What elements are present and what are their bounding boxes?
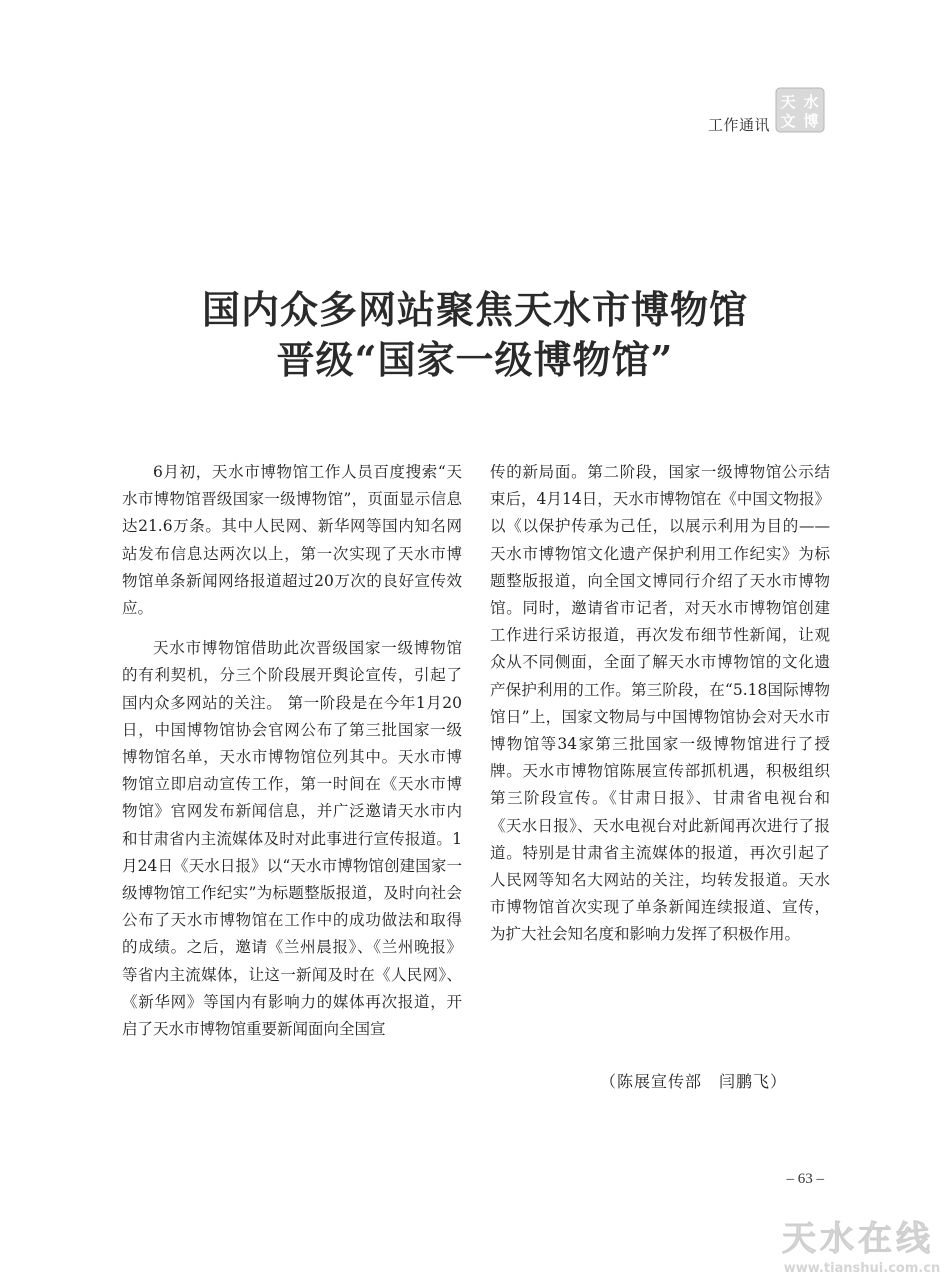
svg-text:www.tianshui.com.cn: www.tianshui.com.cn bbox=[783, 1261, 941, 1276]
svg-text:水: 水 bbox=[803, 93, 819, 111]
svg-text:天: 天 bbox=[780, 93, 796, 111]
section-label: 工作通讯 bbox=[708, 116, 771, 134]
article-title-line2: 晋级“国家一级博物馆” bbox=[276, 337, 674, 382]
article-right-column bbox=[490, 459, 830, 949]
svg-text:博: 博 bbox=[803, 112, 819, 130]
author-byline: （陈展宣传部 闫鹏飞） bbox=[600, 1072, 788, 1091]
paragraph-1: 6月初，天水市博物馆工作人员百度搜索“天水市博物馆晋级国家一级博物馆”，页面显示信息达21.6万条。其中人民网、新华网等国内知名网站发布信息达两次以上，第一次实现了天水市博物馆单条新闻网络报道超过20万次的良好宣传效应。 bbox=[122, 463, 462, 618]
page-number: – 63 – bbox=[786, 1171, 824, 1187]
article-left-column bbox=[122, 459, 462, 1043]
paragraph-continued: 传的新局面。第二阶段，国家一级博物馆公示结束后，4月14日，天水市博物馆在《中国文物报》以《以保护传承为己任，以展示利用为目的——天水市博物馆文化遗产保护利用工作纪实》为标题整版报道，向全国文博同行介绍了天水市博物馆。同时，邀请省市记者，对天水市博物馆创建工作进行采访报道，再次发布细节性新闻，让观众从不同侧面，全面了解天水市博物馆的文化遗产保护利用的工作。第三阶段，在“5.18国际博物馆日”上，国家文物局与中国博物馆协会对天水市博物馆等34家第三批国家一级博物馆进行了授牌。天水市博物馆陈展宣传部抓机遇，积极组织第三阶段宣传。《甘肃日报》、甘肃省电视台和《天水日报》、天水电视台对此新闻再次进行了报道。特别是甘肃省主流媒体的报道，再次引起了人民网等知名大网站的关注，均转发报道。天水市博物馆首次实现了单条新闻连续报道、宣传，为扩大社会知名度和影响力发挥了积极作用。 bbox=[490, 463, 830, 944]
site-watermark bbox=[770, 1210, 945, 1276]
watermark-logo bbox=[770, 1210, 945, 1276]
article-title-line1: 国内众多网站聚焦天水市博物馆 bbox=[201, 287, 748, 332]
svg-text:天水在线: 天水在线 bbox=[782, 1219, 934, 1259]
journal-logo-seal bbox=[774, 86, 826, 134]
svg-text:文: 文 bbox=[780, 112, 796, 130]
paragraph-2: 天水市博物馆借助此次晋级国家一级博物馆的有利契机，分三个阶段展开舆论宣传，引起了国内众多网站的关注。 第一阶段是在今年1月20日，中国博物馆协会官网公布了第三批国家一级博物馆名单，天水市博物馆位列其中。天水市博物馆立即启动宣传工作，第一时间在《天水市博物馆》官网发布新闻信息，并广泛邀请天水市内和甘肃省内主流媒体及时对此事进行宣传报道。1月24日《天水日报》以“天水市博物馆创建国家一级博物馆工作纪实”为标题整版报道，及时向社会公布了天水市博物馆在工作中的成功做法和取得的成绩。之后，邀请《兰州晨报》、《兰州晚报》等省内主流媒体，让这一新闻及时在《人民网》、《新华网》等国内有影响力的媒体再次报道，开启了天水市博物馆重要新闻面向全国宣 bbox=[122, 639, 462, 1039]
journal-logo bbox=[774, 86, 826, 134]
